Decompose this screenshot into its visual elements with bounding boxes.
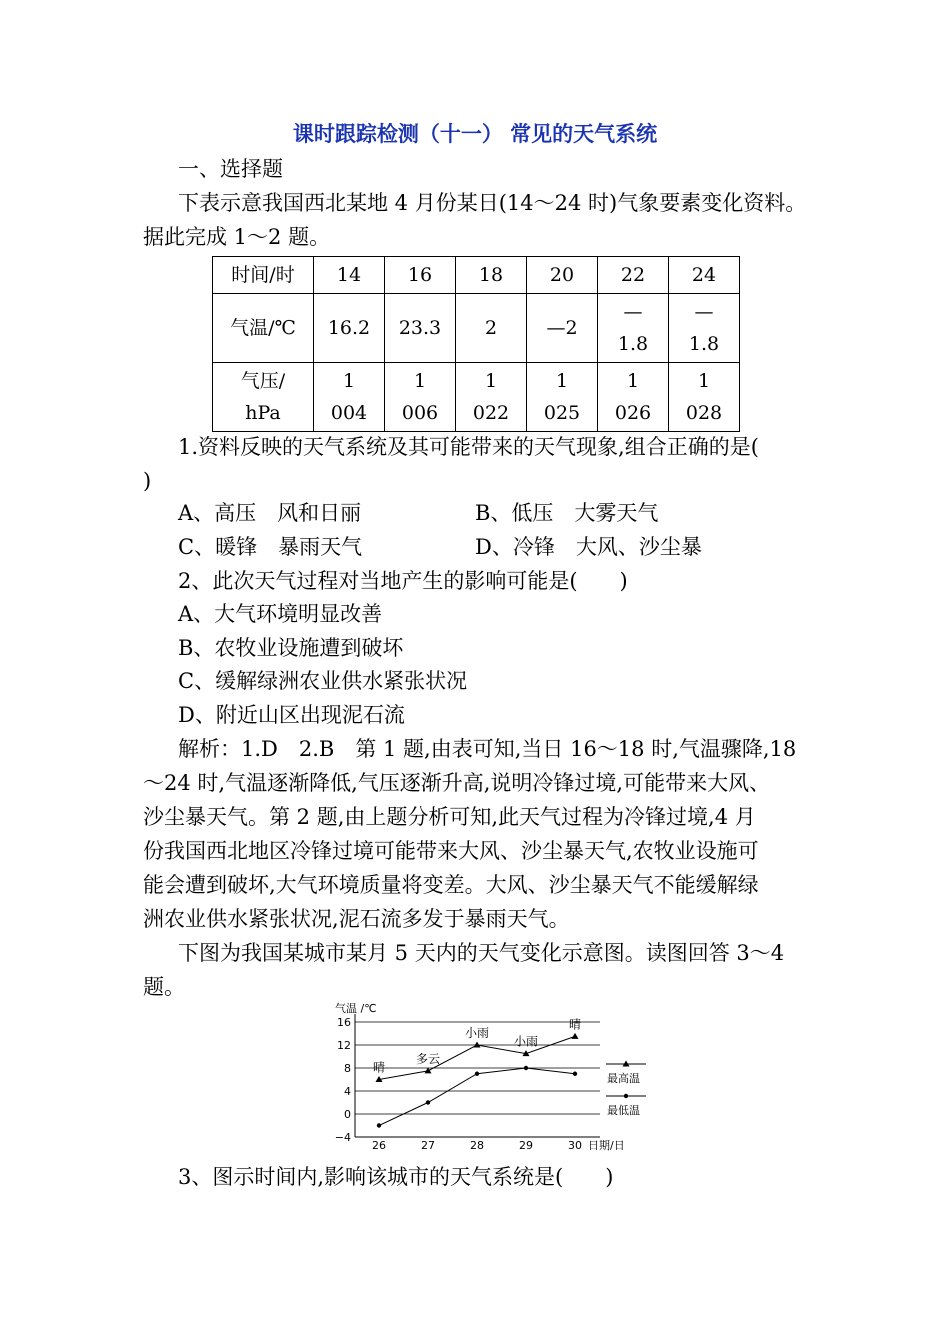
- x-tick-label: 26: [372, 1139, 386, 1152]
- legend-min-label: 最低温: [607, 1104, 640, 1117]
- x-tick-label: 30: [568, 1139, 582, 1152]
- y-tick-label: 16: [337, 1016, 351, 1029]
- y-tick-label: 12: [337, 1039, 351, 1052]
- table-cell: 时间/时: [213, 257, 314, 294]
- weather-label: 小雨: [513, 1034, 539, 1049]
- question-1-option-c: C、暖锋 暴雨天气: [178, 535, 363, 559]
- legend-max-label: 最高温: [607, 1072, 640, 1085]
- analysis-line: 能会遭到破坏,大气环境质量将变差。大风、沙尘暴天气不能缓解绿: [143, 873, 759, 897]
- y-tick-label: −4: [334, 1131, 351, 1144]
- table-cell: 14: [314, 257, 385, 294]
- weather-label: 多云: [415, 1051, 441, 1066]
- table-cell: 1 025: [527, 363, 598, 432]
- x-tick-label: 28: [470, 1139, 484, 1152]
- weather-data-table: [212, 256, 740, 432]
- chart-x-axis-label: 日期/日: [588, 1139, 625, 1152]
- table-row-pressure: [213, 363, 740, 432]
- question-2-option-b: B、农牧业设施遭到破坏: [178, 636, 404, 660]
- analysis-line: ～24 时,气温逐渐降低,气压逐渐升高,说明冷锋过境,可能带来大风、: [143, 771, 771, 795]
- min-temp-point: [377, 1123, 381, 1127]
- min-temp-line: [379, 1068, 575, 1126]
- page-title: 课时跟踪检测（十一） 常见的天气系统: [292, 122, 658, 146]
- analysis-line: 份我国西北地区冷锋过境可能带来大风、沙尘暴天气,农牧业设施可: [143, 839, 759, 863]
- section-heading: 一、选择题: [178, 157, 283, 181]
- table-cell: 20: [527, 257, 598, 294]
- question-1-option-a: A、高压 风和日丽: [178, 501, 362, 525]
- table-cell: 16: [385, 257, 456, 294]
- table-cell: 16.2: [314, 294, 385, 363]
- question-1-stem: 1.资料反映的天气系统及其可能带来的天气现象,组合正确的是(: [178, 435, 759, 459]
- intro-1-line-2: 据此完成 1～2 题。: [143, 225, 331, 249]
- question-1-option-b: B、低压 大雾天气: [475, 501, 659, 525]
- table-cell: 1 028: [669, 363, 740, 432]
- table-row-temperature: [213, 294, 740, 363]
- table-cell: 1 026: [598, 363, 669, 432]
- intro-1-line-1: 下表示意我国西北某地 4 月份某日(14～24 时)气象要素变化资料。: [178, 191, 807, 215]
- weather-label: 晴: [372, 1060, 386, 1075]
- legend-min-marker: [624, 1094, 628, 1098]
- table-cell: 气压/ hPa: [213, 363, 314, 432]
- chart-x-ticks: [372, 1139, 582, 1152]
- analysis-line: 沙尘暴天气。第 2 题,由上题分析可知,此天气过程为冷锋过境,4 月: [143, 805, 756, 829]
- chart-y-ticks: [335, 1016, 351, 1144]
- table-cell: 24: [669, 257, 740, 294]
- question-2-option-a: A、大气环境明显改善: [178, 602, 383, 626]
- table-cell: 2: [456, 294, 527, 363]
- question-2-option-c: C、缓解绿洲农业供水紧张状况: [178, 669, 468, 693]
- table-cell: —2: [527, 294, 598, 363]
- analysis-line: 洲农业供水紧张状况,泥石流多发于暴雨天气。: [143, 907, 570, 931]
- table-cell: 1 004: [314, 363, 385, 432]
- table-cell: 1 006: [385, 363, 456, 432]
- min-temp-point: [426, 1100, 430, 1104]
- temperature-chart: [328, 1000, 688, 1156]
- intro-2-line-2: 题。: [143, 975, 185, 999]
- min-temp-point: [524, 1066, 528, 1070]
- intro-2-line-1: 下图为我国某城市某月 5 天内的天气变化示意图。读图回答 3～4: [178, 941, 785, 965]
- y-tick-label: 8: [344, 1062, 351, 1075]
- question-1-stem-end: ): [143, 469, 152, 493]
- min-temp-point: [475, 1072, 479, 1076]
- question-3-stem: 3、图示时间内,影响该城市的天气系统是( ): [178, 1165, 614, 1189]
- table-cell: — 1.8: [598, 294, 669, 363]
- chart-series: [376, 1033, 579, 1128]
- question-1-option-d: D、冷锋 大风、沙尘暴: [475, 535, 702, 559]
- chart-y-axis-label: 气温 /℃: [335, 1002, 377, 1015]
- max-temp-point: [572, 1033, 579, 1039]
- table-cell: 18: [456, 257, 527, 294]
- x-tick-label: 27: [421, 1139, 435, 1152]
- table-cell: 气温/℃: [213, 294, 314, 363]
- table-cell: 23.3: [385, 294, 456, 363]
- table-row-time: [213, 257, 740, 294]
- chart-legend: [606, 1061, 646, 1118]
- question-2-option-d: D、附近山区出现泥石流: [178, 703, 405, 727]
- x-tick-label: 29: [519, 1139, 533, 1152]
- weather-label: 晴: [568, 1017, 582, 1032]
- y-tick-label: 4: [344, 1085, 351, 1098]
- question-2-stem: 2、此次天气过程对当地产生的影响可能是( ): [178, 569, 628, 593]
- table-cell: 1 022: [456, 363, 527, 432]
- min-temp-point: [573, 1072, 577, 1076]
- y-tick-label: 0: [344, 1108, 351, 1121]
- analysis-line: 解析：1.D 2.B 第 1 题,由表可知,当日 16～18 时,气温骤降,18: [178, 737, 797, 761]
- max-temp-point: [474, 1042, 481, 1048]
- table-cell: 22: [598, 257, 669, 294]
- table-cell: — 1.8: [669, 294, 740, 363]
- weather-label: 小雨: [464, 1026, 490, 1040]
